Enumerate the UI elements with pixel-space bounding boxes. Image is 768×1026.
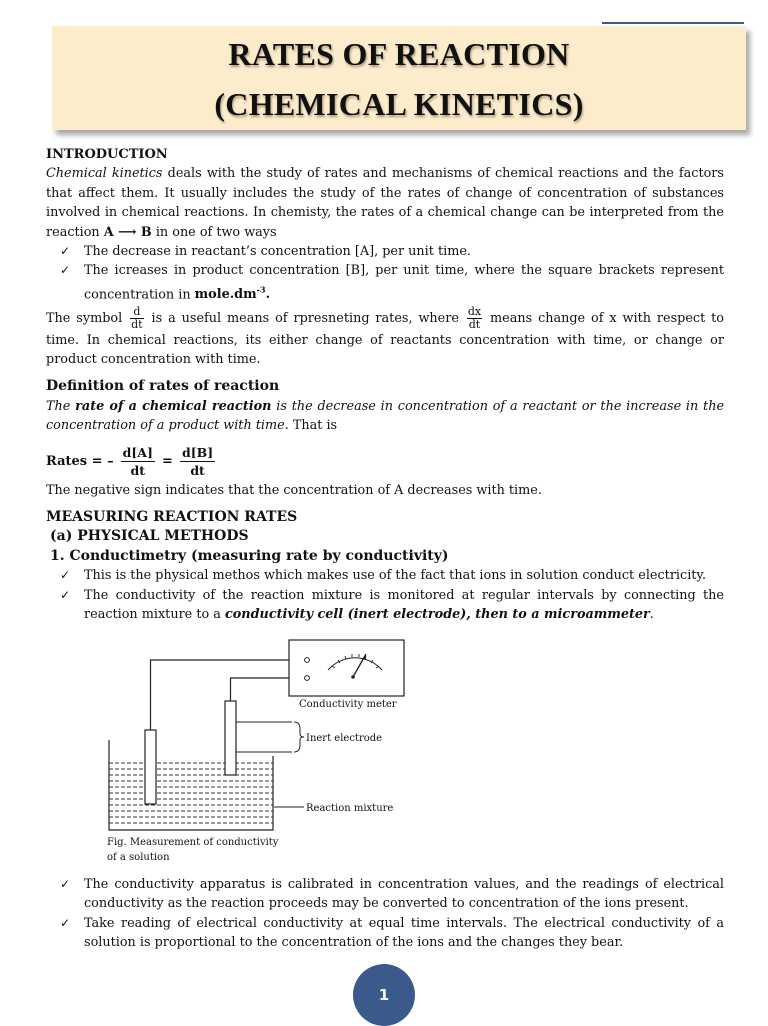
- beaker-outline: [109, 740, 273, 830]
- conductivity-diagram: [96, 634, 426, 870]
- measuring-bullet-2-bold: conductivity cell (inert electrode), then to a microammeter: [224, 606, 650, 622]
- page-title: [52, 29, 746, 129]
- needle-pivot: [351, 675, 355, 679]
- measuring-bullet-1-text: This is the physical methos which makes use of the fact that ions in solution conduct electricity.: [84, 568, 707, 584]
- physical-methods-heading: (a) PHYSICAL METHODS: [50, 528, 249, 545]
- electrode-left: [145, 730, 156, 804]
- intro-heading: INTRODUCTION: [46, 147, 168, 162]
- electrode-label: Inert electrode: [306, 733, 383, 744]
- electrode-right: [225, 701, 236, 775]
- symbol-text-2: is a useful means of rpresneting rates, where: [145, 310, 465, 326]
- terminal-2: [305, 676, 310, 681]
- apparatus-bullet-2-text: Take reading of electrical conductivity at equal time intervals. The electrical conductivity of a solution is proportional to the concentration of the ions and the changes they bear.: [84, 915, 724, 951]
- intro-bullet-2-text: The icreases in product concentration [B], per unit time, where the square brackets represent concentration in: [84, 263, 724, 303]
- intro-bullet-1: [60, 242, 724, 261]
- conductimetry-heading: 1. Conductimetry (measuring rate by conductivity): [50, 547, 449, 564]
- fraction-dB-dt: $\frac{d[B]}{dt}$: [182, 444, 214, 478]
- intro-text-1: deals with the study of rates and mechanisms of chemical reactions and the factors that affect them. It usually includes the study of the rates of change of concentration of substances involved in chemical reactions. In chemisty, the rates of a chemical change can be interpreted from the reaction: [46, 166, 724, 240]
- intro-reaction: A ⟶ B: [103, 224, 152, 240]
- check-icon: ✓: [60, 915, 71, 930]
- title-line-2: (CHEMICAL KINETICS): [214, 86, 584, 122]
- intro-paragraph: [46, 164, 724, 242]
- definition-heading: Definition of rates of reaction: [46, 378, 280, 395]
- check-icon: ✓: [60, 244, 71, 259]
- fraction-dx-dt: $\frac{dx}{dt}$: [467, 304, 482, 331]
- definition-paragraph: The rate of a chemical reaction is the decrease in concentration of a reactant or the increase in the concentration of a product with time. That is: [46, 398, 725, 434]
- brace-icon: [294, 722, 304, 752]
- intro-term: Chemical kinetics: [46, 166, 163, 182]
- conductivity-meter-box: [289, 640, 404, 696]
- apparatus-bullet-1: [60, 875, 724, 914]
- unit-text: $mole.dm^{-3}$.: [194, 284, 271, 303]
- title-box: [52, 26, 746, 130]
- apparatus-bullet-1-text: The conductivity apparatus is calibrated in concentration values, and the readings of electrical conductivity as the reaction proceeds may be converted to concentration of the ions present.: [84, 877, 724, 912]
- meter-label: Conductivity meter: [299, 699, 397, 710]
- header-rule: [602, 22, 744, 24]
- fraction-dA-dt: $\frac{d[A]}{dt}$: [122, 444, 153, 478]
- intro-bullet-1-text: The decrease in reactant’s concentration [A], per unit time.: [84, 244, 471, 260]
- lower-content: [46, 875, 724, 953]
- check-icon: ✓: [60, 877, 71, 891]
- caption-line-1: Fig. Measurement of conductivity: [107, 837, 279, 848]
- equals-sign: =: [162, 453, 173, 469]
- measuring-bullet-2-text: The conductivity of the reaction mixture is monitored at regular intervals by connecting the reaction mixture to a: [84, 587, 724, 622]
- check-icon: ✓: [60, 587, 71, 602]
- measuring-heading: MEASURING REACTION RATES: [46, 508, 298, 525]
- caption-line-2: of a solution: [107, 852, 170, 863]
- terminal-1: [305, 658, 310, 663]
- reaction-mixture-liquid: [109, 763, 273, 823]
- page-number-badge: 1: [353, 964, 415, 1026]
- main-content: [46, 145, 724, 624]
- mixture-label: Reaction mixture: [306, 803, 394, 814]
- definition-term: rate of a chemical reaction: [75, 398, 272, 414]
- fraction-d-dt: $\frac{d}{dt}$: [131, 304, 143, 331]
- measuring-bullet-2: ✓ The conductivity of the reaction mixture is monitored at regular intervals by connecting the reaction mixture to a conductivity cell (inert electrode), then to a microammeter.: [60, 587, 724, 622]
- measuring-bullet-1: [60, 566, 724, 585]
- negative-sign-note: The negative sign indicates that the concentration of A decreases with time.: [46, 482, 542, 498]
- symbol-paragraph: [46, 306, 724, 370]
- apparatus-bullet-list: [46, 875, 724, 953]
- rates-label: Rates = –: [46, 453, 114, 469]
- rates-equation: [46, 444, 724, 479]
- symbol-text-1: The symbol: [46, 310, 129, 326]
- apparatus-bullet-2: [60, 914, 724, 953]
- check-icon: ✓: [60, 568, 71, 583]
- check-icon: ✓: [60, 263, 71, 278]
- measuring-bullet-list: [46, 566, 724, 624]
- intro-text-2: in one of two ways: [151, 224, 277, 240]
- intro-bullet-2: [60, 261, 724, 304]
- title-line-1: RATES OF REACTION: [228, 36, 570, 72]
- intro-bullet-list: [46, 242, 724, 304]
- symbol-text-3: means change of x with respect to time. In chemical reactions, its either change of reactants concentration with time, or change or product concentration with time.: [46, 310, 725, 367]
